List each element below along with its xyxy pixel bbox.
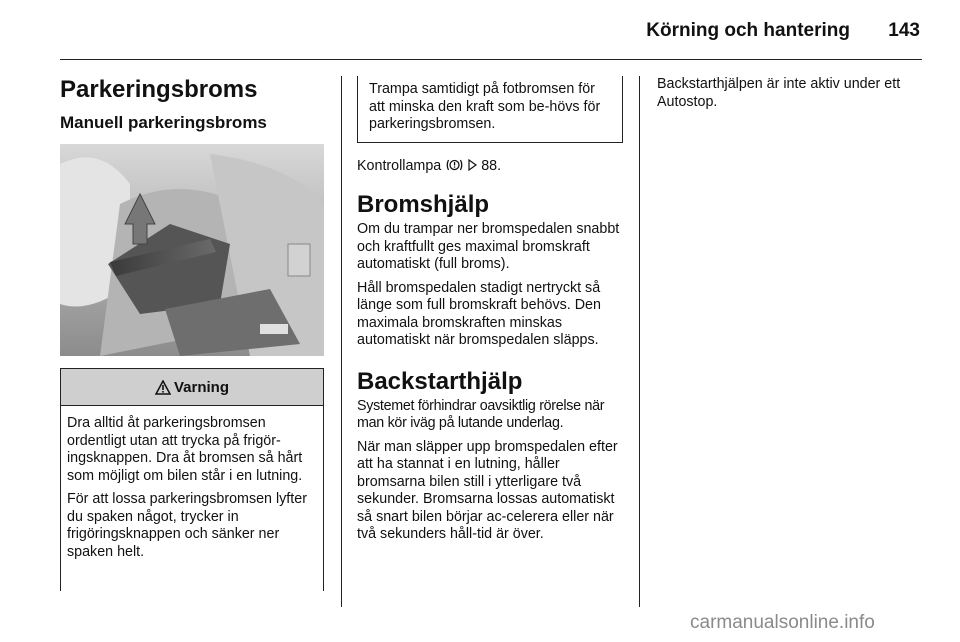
warning-paragraph: För att lossa parkeringsbromsen lyfter du spaken något, trycker in frigöringsknappen och sänker ner spaken helt. (67, 491, 307, 560)
warning-box (60, 368, 324, 591)
paragraph: Håll bromspedalen stadigt nertryckt så länge som full bromskraft behövs. Den maximala bromskraften minskas automatiskt när bromspedalen släpps. (357, 279, 601, 348)
handbrake-lever-photo (60, 144, 324, 356)
paragraph: Systemet förhindrar oavsiktlig rörelse när man kör iväg på lutande underlag. (357, 397, 605, 431)
subheading-manuell-parkeringsbroms: Manuell parkeringsbroms (60, 113, 267, 132)
warning-triangle-icon (155, 380, 171, 395)
warning-title: Varning (173, 378, 229, 396)
section-heading-backstarthjalp: Backstarthjälp (357, 367, 523, 395)
page-number: 143 (888, 20, 920, 41)
lamp-label: Kontrollampa (357, 157, 442, 174)
header-rule (60, 59, 922, 60)
warning-header (61, 369, 323, 406)
section-heading-bromshjalp: Bromshjälp (357, 191, 490, 218)
warning-paragraph: Dra alltid åt parkeringsbromsen ordentligt utan att trycka på frigör-ingsknappen. Dra åt bromsen så hårt som möjligt om bilen står i en lutning. (67, 415, 303, 484)
control-lamp-reference (357, 158, 625, 176)
paragraph: När man släpper upp bromspedalen efter att ha stannat i en lutning, håller bromsarna bilen still i ytterligare två sekunder. Bromsarna lossas automatiskt så snart bilen börjar ac-celerera eller när två sekunders håll-tid är över. (357, 438, 618, 542)
column-divider (341, 76, 342, 607)
page-header-title: Körning och hantering (646, 20, 850, 41)
paragraph: Backstarthjälpen är inte aktiv under ett Autostop. (657, 76, 901, 110)
tip-text: Trampa samtidigt på fotbromsen för att minska den kraft som be-hövs för parkeringsbromsen. (369, 81, 601, 132)
section-heading-parkeringsbroms: Parkeringsbroms (60, 76, 258, 103)
column-left (60, 76, 324, 134)
column-right (657, 76, 921, 117)
tip-box (357, 76, 623, 143)
column-middle (357, 76, 625, 550)
watermark: carmanualsonline.info (690, 612, 875, 633)
column-divider (639, 76, 640, 607)
paragraph: Om du trampar ner bromspedalen snabbt och kraftfullt ges maximal bromskraft automatiskt (full broms). (357, 221, 620, 272)
brake-warning-lamp-icon (445, 158, 464, 172)
lamp-page-ref: 88. (481, 157, 502, 174)
page-reference-arrow-icon (468, 159, 477, 171)
